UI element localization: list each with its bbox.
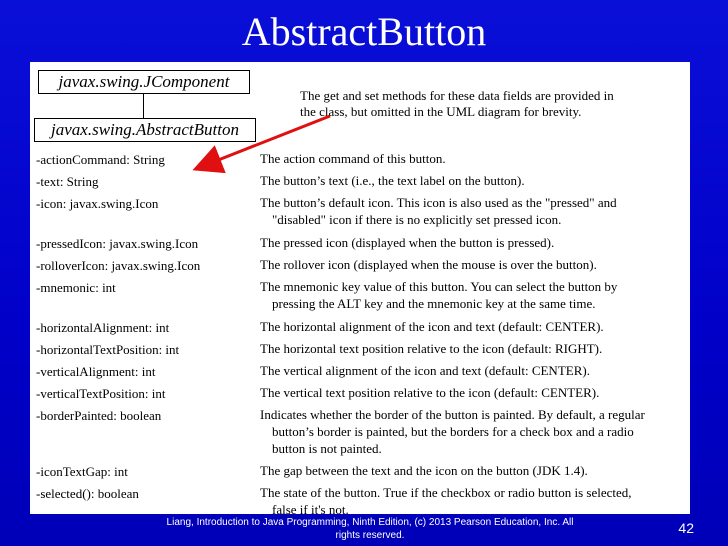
uml-panel (30, 62, 690, 517)
row-field: -actionCommand: String (36, 152, 165, 167)
row-field: -mnemonic: int (36, 280, 116, 295)
superclass-box: javax.swing.JComponent (38, 70, 250, 94)
note-arrow (30, 62, 690, 514)
row-desc-line: Indicates whether the border of the button is painted. By default, a regular (260, 407, 645, 422)
row-desc-line: The horizontal text position relative to the icon (default: RIGHT). (260, 341, 603, 356)
row-desc-line: The button’s text (i.e., the text label on the button). (260, 173, 525, 188)
row-desc-line: pressing the ALT key and the mnemonic key at the same time. (272, 296, 596, 311)
row-desc-line: The horizontal alignment of the icon and text (default: CENTER). (260, 319, 604, 334)
row-desc-line: false if it's not. (272, 502, 349, 517)
row-desc-line: button is not painted. (272, 441, 382, 456)
row-field: -selected(): boolean (36, 486, 139, 501)
row-field: -horizontalAlignment: int (36, 320, 170, 335)
footer-line-2: rights reserved. (335, 530, 405, 541)
row-desc-line: "disabled" icon if there is no explicitly set pressed icon. (272, 212, 562, 227)
row-desc-line: The vertical alignment of the icon and text (default: CENTER). (260, 363, 590, 378)
page-number: 42 (678, 520, 694, 536)
row-desc-line: The vertical text position relative to the icon (default: CENTER). (260, 385, 600, 400)
row-field: -borderPainted: boolean (36, 408, 162, 423)
row-desc-line: The rollover icon (displayed when the mouse is over the button). (260, 257, 597, 272)
row-desc-line: The mnemonic key value of this button. You can select the button by (260, 279, 618, 294)
row-field: -iconTextGap: int (36, 464, 128, 479)
row-desc-line: The gap between the text and the icon on the button (JDK 1.4). (260, 463, 588, 478)
red-arrow (198, 116, 330, 168)
slide-title: AbstractButton (241, 9, 487, 54)
footer (110, 516, 630, 542)
row-desc-line: The button’s default icon. This icon is also used as the "pressed" and (260, 195, 617, 210)
row-field: -text: String (36, 174, 99, 189)
row-field: -icon: javax.swing.Icon (36, 196, 159, 211)
row-field: -verticalTextPosition: int (36, 386, 166, 401)
row-field: -rolloverIcon: javax.swing.Icon (36, 258, 201, 273)
row-desc-line: button’s border is painted, but the borders for a check box and a radio (272, 424, 634, 439)
note-line-1: The get and set methods for these data fields are provided in (300, 88, 614, 103)
row-field: -pressedIcon: javax.swing.Icon (36, 236, 199, 251)
footer-line-1: Liang, Introduction to Java Programming, Ninth Edition, (c) 2013 Pearson Education, Inc. All (166, 517, 574, 528)
row-field: -verticalAlignment: int (36, 364, 156, 379)
note-line-2: the class, but omitted in the UML diagram for brevity. (300, 104, 582, 119)
class-name-box: javax.swing.AbstractButton (34, 118, 256, 142)
row-desc-line: The pressed icon (displayed when the button is pressed). (260, 235, 555, 250)
row-desc-line: The action command of this button. (260, 151, 446, 166)
row-desc-line: The state of the button. True if the checkbox or radio button is selected, (260, 485, 632, 500)
row-field: -horizontalTextPosition: int (36, 342, 180, 357)
